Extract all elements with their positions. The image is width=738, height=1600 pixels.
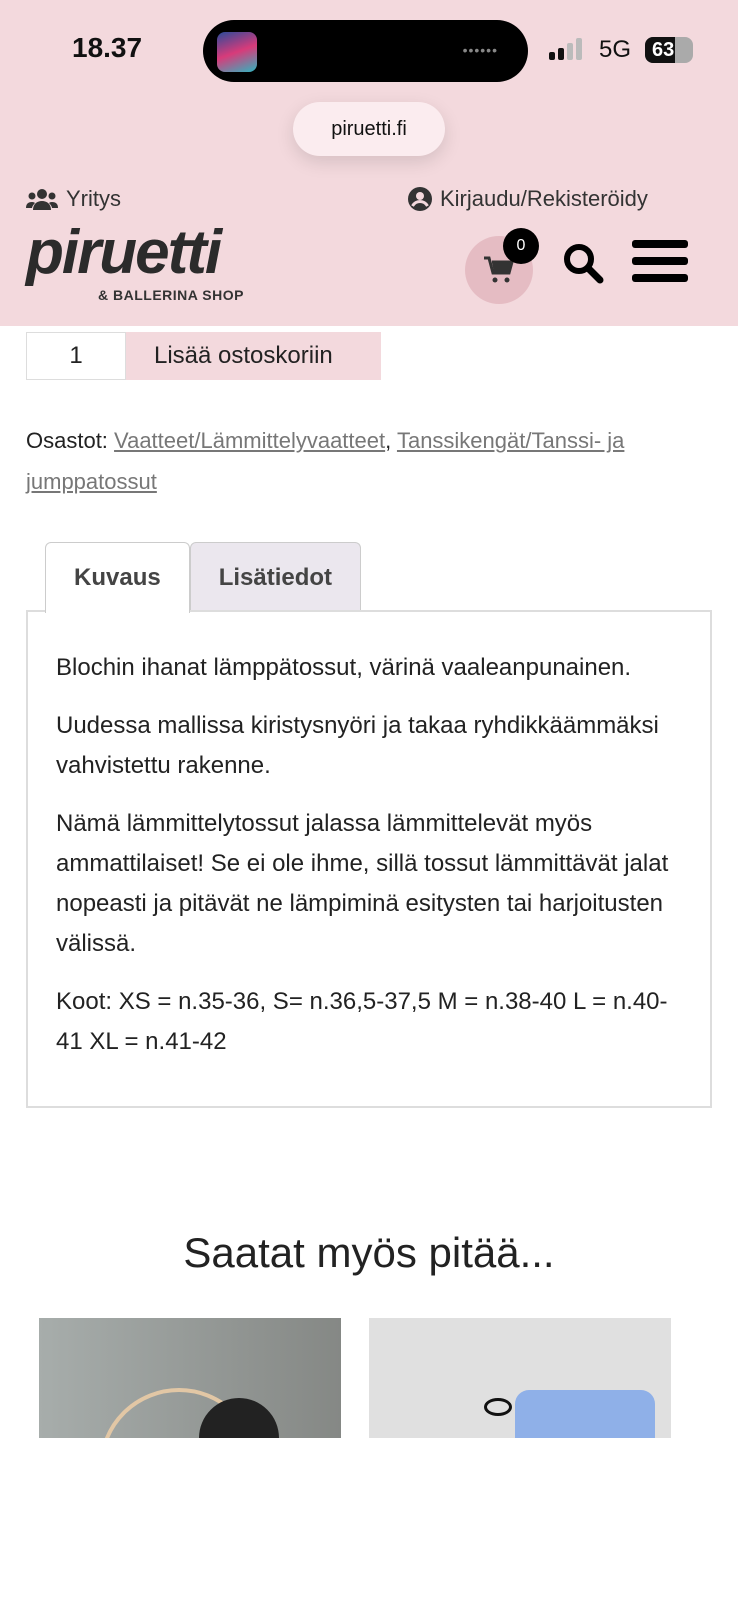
tab-description[interactable]: Kuvaus <box>45 542 190 613</box>
related-product-image[interactable] <box>39 1318 341 1438</box>
site-header <box>0 0 738 326</box>
network-type: 5G <box>599 36 632 63</box>
related-products-list <box>39 1318 712 1438</box>
description-paragraph: Uudessa mallissa kiristysnyöri ja takaa ryhdikkäämmäksi vahvistettu rakenne. <box>56 712 659 779</box>
battery-level: 63 <box>652 39 675 61</box>
search-button[interactable] <box>562 242 604 289</box>
waveform-icon: •••••• <box>462 42 498 58</box>
search-icon <box>562 242 604 284</box>
logo-wordmark: piruetti <box>26 218 221 287</box>
cart-count-badge: 0 <box>503 228 539 264</box>
category-link-dance-shoes[interactable]: Tanssikengät/Tanssi- ja jumppatossut <box>26 428 625 494</box>
description-panel <box>26 610 712 1108</box>
product-tabs <box>45 542 712 612</box>
tab-additional-info[interactable]: Lisätiedot <box>190 542 361 610</box>
related-products-heading: Saatat myös pitää... <box>183 1229 555 1276</box>
product-categories: Osastot: Vaatteet/Lämmittelyvaatteet, Tanssikengät/Tanssi- ja jumppatossut <box>26 428 625 494</box>
add-to-cart-button[interactable]: Lisää ostoskoriin <box>126 332 381 380</box>
hamburger-menu-icon[interactable] <box>632 240 688 291</box>
description-paragraph: Koot: XS = n.35-36, S= n.36,5-37,5 M = n.38-40 L = n.40-41 XL = n.41-42 <box>56 988 668 1055</box>
company-link-label: Yritys <box>66 186 121 211</box>
quantity-input[interactable]: 1 <box>26 332 126 380</box>
related-product-image[interactable] <box>369 1318 671 1438</box>
logo-subtitle: & BALLERINA SHOP <box>98 287 244 303</box>
description-paragraph: Nämä lämmittelytossut jalassa lämmittelevät myös ammattilaiset! Se ei ole ihme, sillä tossut lämmittävät jalat nopeasti ja pitävät ne lämpiminä esitysten tai harjoitusten välissä. <box>56 810 669 957</box>
users-icon <box>26 188 58 210</box>
login-link-label: Kirjaudu/Rekisteröidy <box>440 186 648 211</box>
now-playing-artwork <box>217 32 257 72</box>
login-link[interactable] <box>408 186 648 212</box>
categories-label: Osastot: <box>26 428 108 453</box>
site-logo[interactable] <box>26 220 244 304</box>
buy-row <box>26 332 712 380</box>
signal-icon <box>549 38 582 60</box>
category-link-warmup-clothes[interactable]: Vaatteet/Lämmittelyvaatteet <box>114 428 386 453</box>
user-circle-icon <box>408 187 432 211</box>
dynamic-island <box>203 20 528 82</box>
battery-icon <box>645 37 693 63</box>
description-paragraph: Blochin ihanat lämppätossut, värinä vaaleanpunainen. <box>56 654 632 681</box>
url-bar[interactable]: piruetti.fi <box>293 102 445 156</box>
status-time: 18.37 <box>72 32 143 63</box>
company-link[interactable] <box>26 186 121 212</box>
